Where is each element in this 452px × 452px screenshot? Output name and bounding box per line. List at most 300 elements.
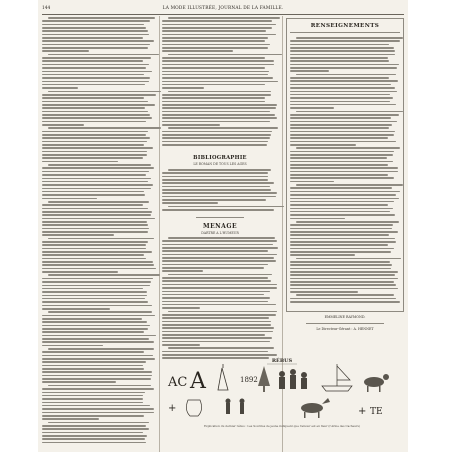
text-line <box>162 117 277 119</box>
text-line <box>48 422 149 424</box>
text-line <box>290 67 397 69</box>
text-line <box>290 94 390 96</box>
text-line <box>290 271 398 273</box>
text-line <box>290 301 400 303</box>
menage-subheading: DARTRE À L'HUMEUR <box>201 231 239 235</box>
text-line <box>42 345 103 347</box>
text-line <box>42 188 151 190</box>
salt-shaker-icon <box>218 364 228 390</box>
text-line <box>168 311 277 313</box>
text-line <box>48 385 151 387</box>
text-line <box>42 157 143 159</box>
text-line <box>42 50 89 52</box>
text-line <box>162 176 268 178</box>
text-line <box>296 294 395 296</box>
text-line <box>290 47 394 49</box>
text-line <box>290 87 395 89</box>
text-line <box>42 71 152 73</box>
text-line <box>48 17 155 19</box>
text-line <box>290 84 391 86</box>
text-line <box>162 314 276 316</box>
text-line <box>162 179 268 181</box>
menage-heading: MÉNAGE <box>202 223 238 230</box>
text-line <box>162 111 270 113</box>
text-line <box>290 238 395 240</box>
rebus-caption: Explication du dernier rébus : Les Sourires de jeune indiquent que l'amour est en fleur (l'Arme des Cacheurs) <box>203 424 361 428</box>
text-line <box>42 432 143 434</box>
text-line <box>290 167 398 169</box>
text-line <box>42 425 146 427</box>
svg-text:+: + <box>358 406 367 417</box>
text-line <box>42 20 150 22</box>
text-line <box>290 234 389 236</box>
director-line: Le Directeur-Gérant : A. HENNET <box>316 327 374 331</box>
text-line <box>42 415 144 417</box>
text-line <box>290 141 396 143</box>
text-line <box>162 37 268 39</box>
text-line <box>162 77 273 79</box>
text-line <box>162 297 270 299</box>
text-line <box>42 331 144 333</box>
text-line <box>162 267 264 269</box>
text-line <box>290 298 396 300</box>
text-line <box>290 70 329 72</box>
text-line <box>48 238 154 240</box>
text-line <box>162 196 276 198</box>
text-line <box>162 254 277 256</box>
text-line <box>42 231 148 233</box>
text-line <box>162 280 271 282</box>
text-line <box>42 134 146 136</box>
text-line <box>42 381 116 383</box>
ship-icon <box>322 364 352 391</box>
text-line <box>42 361 146 363</box>
text-line <box>48 127 162 129</box>
text-line <box>42 435 147 437</box>
text-line <box>290 268 391 270</box>
rebus-title: RÉBUS <box>271 358 293 364</box>
text-line <box>290 208 393 210</box>
text-line <box>42 351 144 353</box>
text-line <box>162 244 273 246</box>
text-line <box>42 171 149 173</box>
text-line <box>42 47 148 49</box>
text-line <box>42 395 143 397</box>
text-line <box>42 151 147 153</box>
rebus-illustration <box>162 356 402 432</box>
text-line <box>42 405 150 407</box>
text-line <box>290 281 394 283</box>
renseignements-text <box>290 37 400 305</box>
text-line <box>290 151 394 153</box>
text-line <box>290 248 394 250</box>
text-line <box>290 161 393 163</box>
text-line <box>162 240 277 242</box>
text-line <box>42 60 143 62</box>
text-line <box>296 221 400 223</box>
text-line <box>168 347 274 349</box>
text-line <box>42 268 156 270</box>
text-line <box>162 101 265 103</box>
text-line <box>42 338 149 340</box>
text-line <box>48 348 155 350</box>
text-line <box>290 60 389 62</box>
text-line <box>162 40 265 42</box>
text-line <box>290 274 395 276</box>
text-line <box>162 351 268 353</box>
text-line <box>290 191 400 193</box>
text-line <box>290 201 394 203</box>
middle-top-text <box>162 17 278 147</box>
text-line <box>42 368 144 370</box>
text-line <box>290 127 389 129</box>
text-line <box>42 178 151 180</box>
rebus-letters-te: TE <box>370 407 383 417</box>
text-line <box>42 254 144 256</box>
text-line <box>290 284 396 286</box>
text-line <box>290 91 397 93</box>
text-line <box>162 247 278 249</box>
text-line <box>290 291 358 293</box>
text-line <box>162 250 268 252</box>
text-line <box>162 81 278 83</box>
text-line <box>290 251 391 253</box>
text-line <box>162 104 277 106</box>
text-line <box>290 218 345 220</box>
text-line <box>42 198 97 200</box>
text-line <box>290 64 399 66</box>
text-line <box>42 194 145 196</box>
text-line <box>162 209 274 211</box>
text-line <box>290 80 398 82</box>
text-line <box>48 54 159 56</box>
text-line <box>42 137 150 139</box>
text-line <box>42 285 150 287</box>
text-line <box>162 304 276 306</box>
text-line <box>42 167 154 169</box>
text-line <box>42 251 152 253</box>
text-line <box>162 202 218 204</box>
text-line <box>42 355 153 357</box>
text-line <box>162 107 276 109</box>
text-line <box>162 94 271 96</box>
text-line <box>42 141 147 143</box>
text-line <box>162 57 265 59</box>
text-line <box>290 144 356 146</box>
journal-title: LA MODE ILLUSTRÉE, JOURNAL DE LA FAMILLE. <box>162 6 284 11</box>
text-line <box>162 192 277 194</box>
text-line <box>42 402 143 404</box>
text-line <box>42 107 145 109</box>
signature-rule <box>306 323 384 324</box>
text-line <box>42 328 148 330</box>
text-line <box>42 111 148 113</box>
menage-text <box>162 237 278 361</box>
text-line <box>290 181 334 183</box>
newspaper-page <box>38 0 408 452</box>
text-line <box>42 388 154 390</box>
horse-icon <box>301 398 330 418</box>
text-line <box>42 144 144 146</box>
text-line <box>42 375 152 377</box>
page-number: 144 <box>42 6 51 11</box>
text-line <box>290 224 393 226</box>
text-line <box>42 67 146 69</box>
text-line <box>42 281 151 283</box>
text-line <box>42 214 151 216</box>
text-line <box>42 81 149 83</box>
text-line <box>290 214 395 216</box>
text-line <box>42 24 144 26</box>
column-left-text <box>42 17 156 445</box>
text-line <box>162 264 268 266</box>
text-line <box>296 74 397 76</box>
text-line <box>42 101 148 103</box>
text-line <box>162 334 265 336</box>
text-line <box>162 97 265 99</box>
bibliographie-text <box>162 169 278 212</box>
text-line <box>290 177 394 179</box>
text-line <box>162 287 277 289</box>
text-line <box>162 44 270 46</box>
text-line <box>162 64 274 66</box>
text-line <box>42 204 143 206</box>
rebus-word-ac: AC <box>168 375 188 390</box>
text-line <box>42 131 148 133</box>
text-line <box>42 428 149 430</box>
text-line <box>290 101 390 103</box>
text-line <box>162 324 271 326</box>
tree-icon <box>258 366 270 392</box>
text-line <box>162 294 264 296</box>
text-line <box>42 308 110 310</box>
text-line <box>42 104 155 106</box>
text-line <box>42 358 155 360</box>
text-line <box>290 40 400 42</box>
text-line <box>290 231 398 233</box>
text-line <box>168 54 282 56</box>
text-line <box>162 182 274 184</box>
text-line <box>290 171 398 173</box>
text-line <box>290 104 396 106</box>
text-line <box>162 321 271 323</box>
text-line <box>162 50 233 52</box>
text-line <box>290 194 396 196</box>
text-line <box>42 147 153 149</box>
text-line <box>42 418 99 420</box>
text-line <box>48 311 152 313</box>
text-line <box>290 154 393 156</box>
text-line <box>290 124 392 126</box>
text-line <box>168 274 272 276</box>
text-line <box>162 84 265 86</box>
text-line <box>162 284 277 286</box>
text-line <box>42 244 146 246</box>
text-line <box>296 111 403 113</box>
text-line <box>162 307 200 309</box>
text-line <box>42 34 149 36</box>
text-line <box>162 277 268 279</box>
text-line <box>42 161 118 163</box>
text-line <box>162 134 271 136</box>
text-line <box>290 261 390 263</box>
text-line <box>162 331 273 333</box>
text-line <box>290 44 389 46</box>
text-line <box>162 341 270 343</box>
text-line <box>42 271 118 273</box>
text-line <box>162 124 220 126</box>
text-line <box>42 288 143 290</box>
text-line <box>162 172 268 174</box>
people-group-icon <box>279 369 307 389</box>
vase-icon <box>186 400 201 416</box>
text-line <box>162 144 267 146</box>
renseignements-heading: RENSEIGNEMENTS <box>310 23 380 29</box>
text-line <box>162 67 265 69</box>
text-line <box>162 291 270 293</box>
text-line <box>162 30 266 32</box>
text-line <box>42 365 143 367</box>
bibliographie-subheading: LE ROMAN DE TOUS LES ÂGES <box>193 162 247 166</box>
text-line <box>42 40 154 42</box>
rebus-year: 1892 <box>240 376 258 384</box>
text-line <box>162 47 268 49</box>
text-line <box>290 157 387 159</box>
text-line <box>42 74 144 76</box>
rebus-letter-a: A <box>190 369 206 394</box>
text-line <box>42 30 148 32</box>
text-line <box>290 114 399 116</box>
text-line <box>42 438 145 440</box>
text-line <box>42 77 150 79</box>
text-line <box>42 264 154 266</box>
text-line <box>42 228 149 230</box>
text-line <box>42 27 146 29</box>
text-line <box>168 91 271 93</box>
text-line <box>290 241 396 243</box>
text-line <box>42 258 146 260</box>
text-line <box>42 335 156 337</box>
text-line <box>42 305 152 307</box>
text-line <box>162 114 275 116</box>
text-line <box>42 315 155 317</box>
text-line <box>42 341 154 343</box>
text-line <box>162 131 272 133</box>
text-line <box>162 199 266 201</box>
text-line <box>290 174 388 176</box>
text-line <box>296 258 401 260</box>
text-line <box>290 50 395 52</box>
text-line <box>168 17 280 19</box>
text-line <box>42 442 146 444</box>
figures-icon <box>226 399 245 415</box>
text-line <box>162 327 274 329</box>
text-line <box>290 254 355 256</box>
text-line <box>42 208 148 210</box>
text-line <box>48 164 152 166</box>
text-line <box>290 57 388 59</box>
text-line <box>290 288 398 290</box>
text-line <box>42 191 144 193</box>
text-line <box>42 221 147 223</box>
text-line <box>162 301 268 303</box>
text-line <box>42 97 144 99</box>
text-line <box>162 141 268 143</box>
renseignements-rule <box>290 32 400 33</box>
text-line <box>162 270 203 272</box>
text-line <box>42 44 150 46</box>
text-line <box>162 186 270 188</box>
text-line <box>42 234 114 236</box>
svg-text:+: + <box>168 403 177 414</box>
text-line <box>162 317 269 319</box>
text-line <box>162 60 274 62</box>
text-line <box>48 201 150 203</box>
text-line <box>162 74 268 76</box>
section-rule <box>196 217 244 218</box>
column-divider-1 <box>159 16 160 452</box>
text-line <box>162 189 271 191</box>
text-line <box>162 257 274 259</box>
text-line <box>42 371 152 373</box>
text-line <box>290 54 395 56</box>
text-line <box>42 291 147 293</box>
text-line <box>162 24 276 26</box>
text-line <box>168 237 275 239</box>
text-line <box>290 264 392 266</box>
text-line <box>290 77 389 79</box>
text-line <box>42 224 148 226</box>
animal-icon <box>364 374 389 392</box>
text-line <box>290 117 391 119</box>
text-line <box>42 37 143 39</box>
text-line <box>290 187 392 189</box>
text-line <box>42 124 84 126</box>
text-line <box>42 94 156 96</box>
text-line <box>162 344 200 346</box>
page-header <box>38 4 408 14</box>
text-line <box>42 64 149 66</box>
text-line <box>162 337 272 339</box>
text-line <box>42 241 148 243</box>
text-line <box>290 228 392 230</box>
text-line <box>42 412 154 414</box>
text-line <box>42 261 153 263</box>
text-line <box>42 392 145 394</box>
text-line <box>42 211 152 213</box>
text-line <box>42 121 146 123</box>
text-line <box>290 121 397 123</box>
text-line <box>168 127 279 129</box>
text-line <box>162 260 276 262</box>
text-line <box>168 169 271 171</box>
text-line <box>42 218 155 220</box>
text-line <box>290 211 390 213</box>
text-line <box>42 325 150 327</box>
text-line <box>42 318 142 320</box>
text-line <box>296 37 404 39</box>
text-line <box>42 248 146 250</box>
text-line <box>162 87 204 89</box>
text-line <box>42 278 153 280</box>
text-line <box>42 174 146 176</box>
text-line <box>162 27 272 29</box>
text-line <box>290 278 398 280</box>
signature: EMMELINE RAYMOND. <box>324 315 366 319</box>
text-line <box>42 321 147 323</box>
text-line <box>290 244 388 246</box>
text-line <box>42 184 153 186</box>
